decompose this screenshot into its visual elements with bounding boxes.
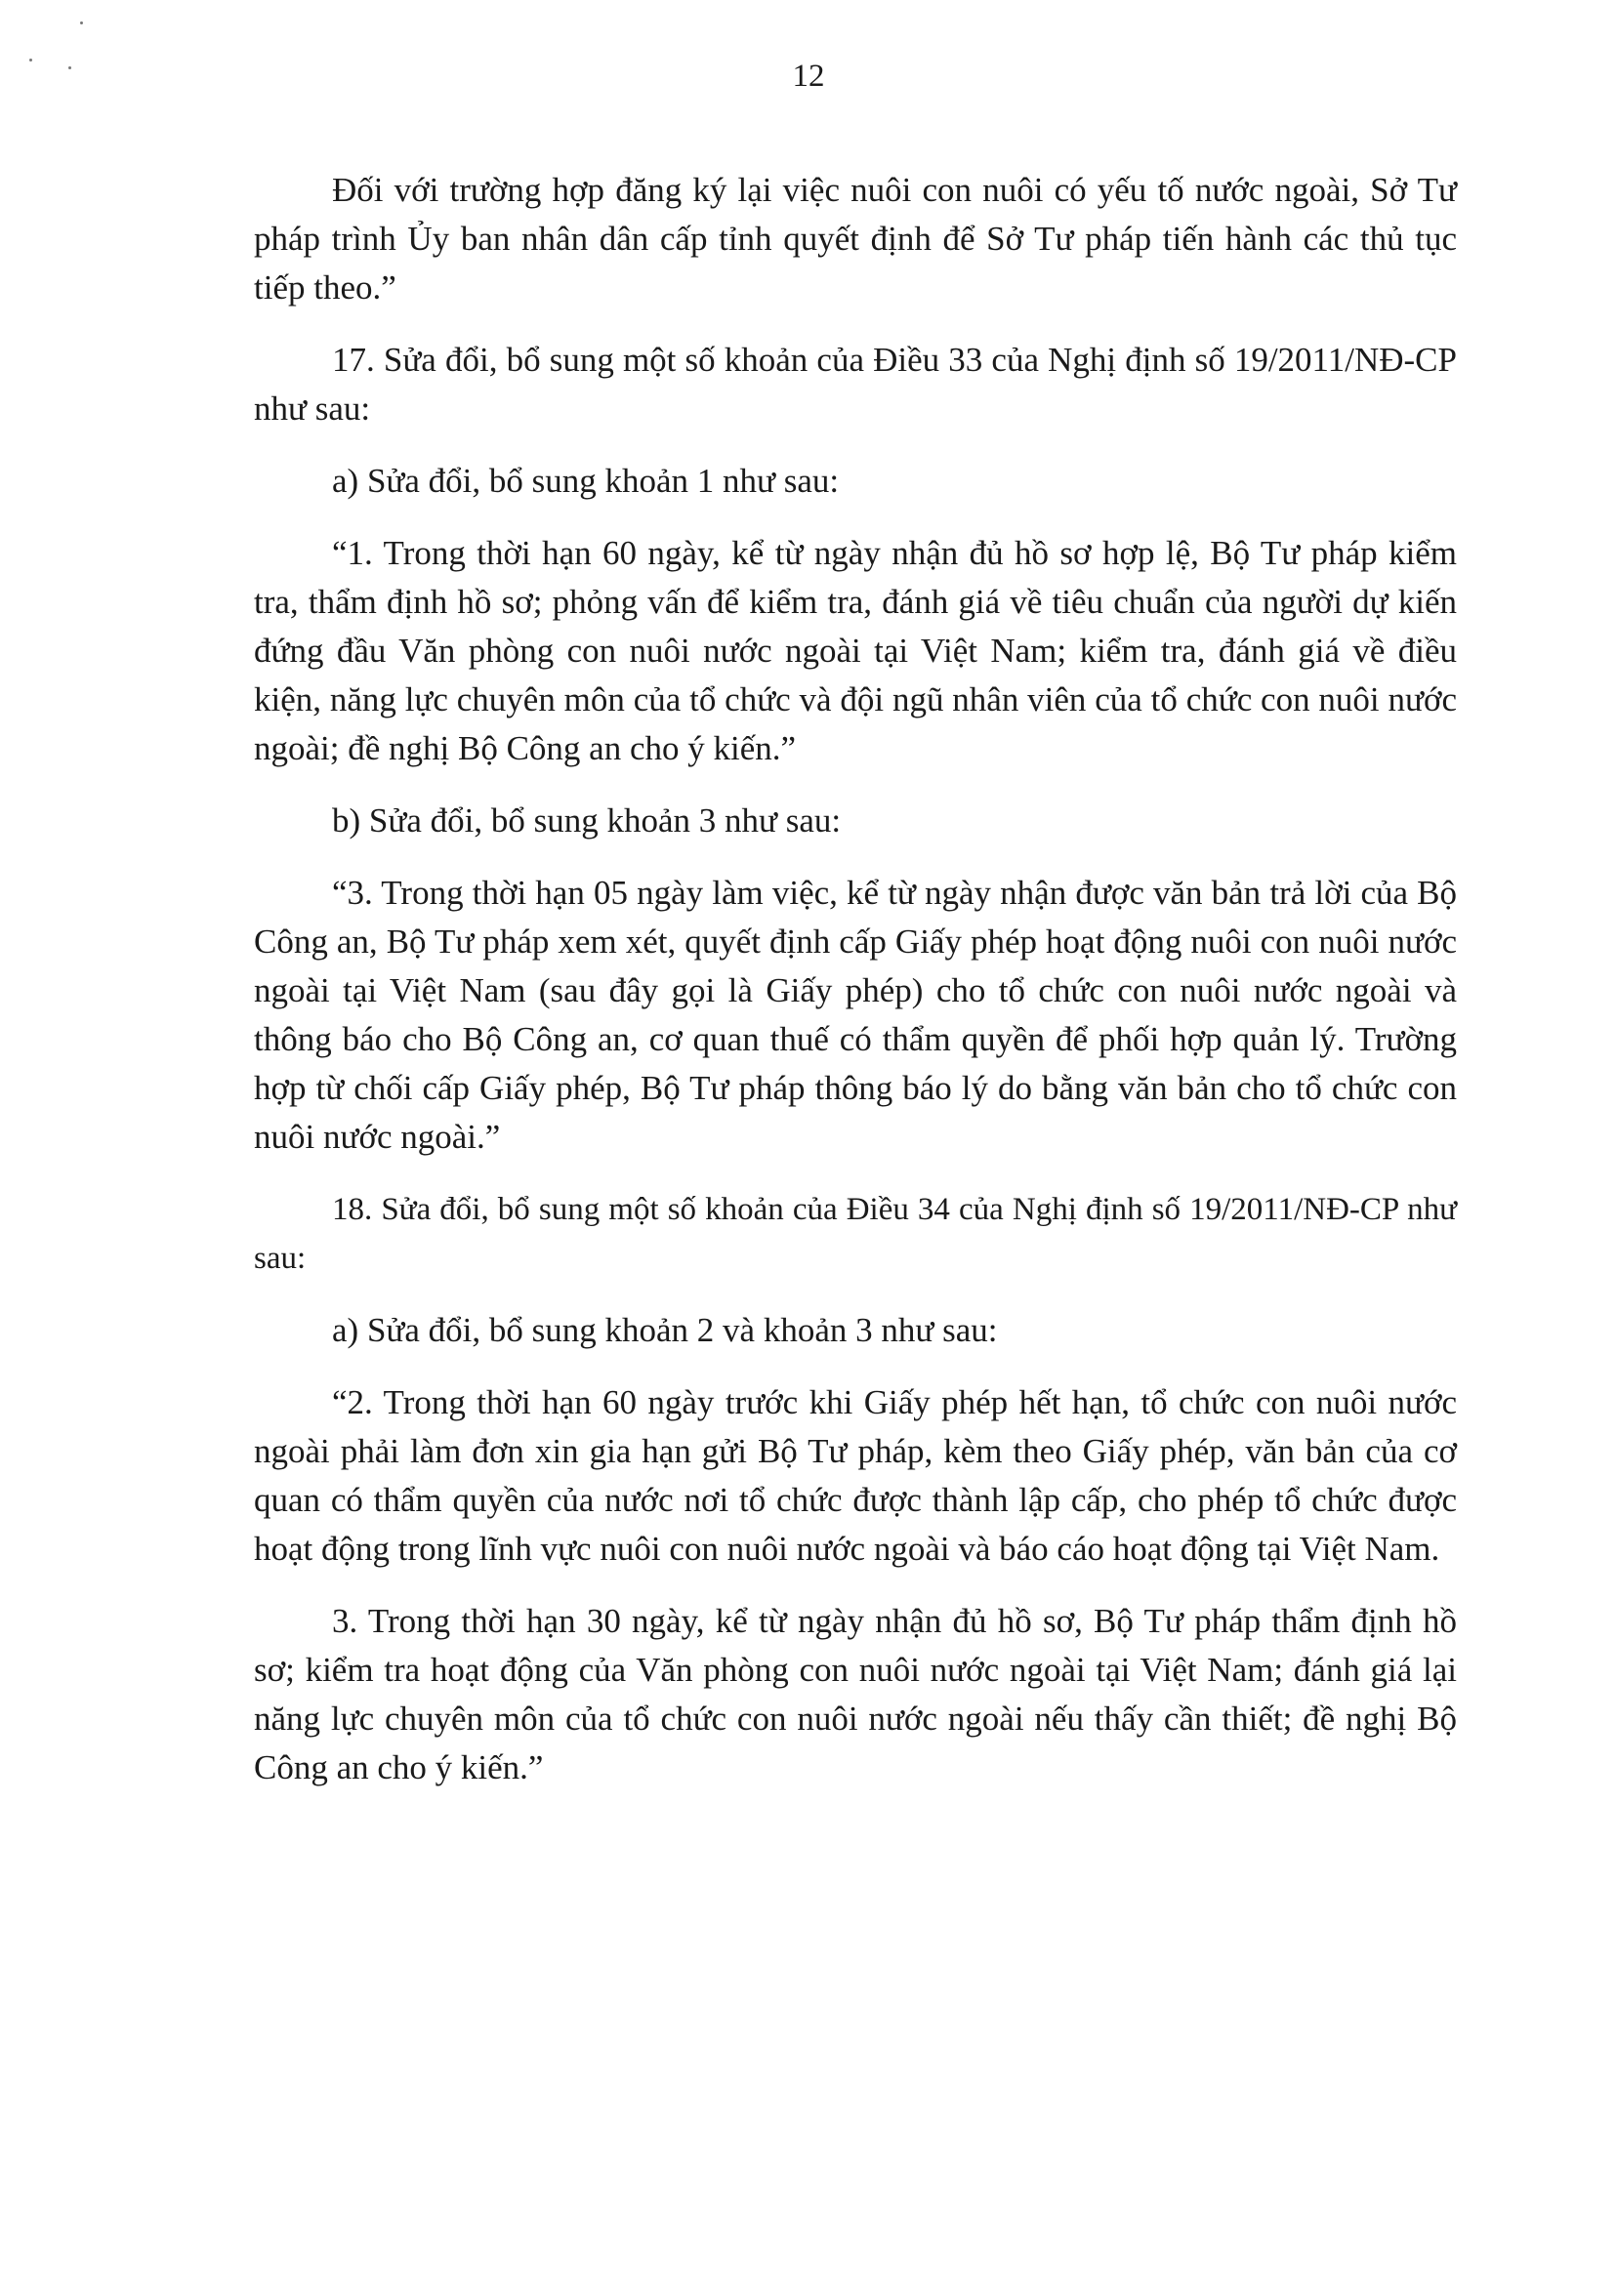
scan-speck — [80, 21, 83, 24]
paragraph-amend-clause-1: a) Sửa đổi, bổ sung khoản 1 như sau: — [332, 462, 840, 500]
paragraph-amend-clauses-2-3: a) Sửa đổi, bổ sung khoản 2 và khoản 3 như sau: — [332, 1311, 998, 1349]
paragraph-amend-clause-3: b) Sửa đổi, bổ sung khoản 3 như sau: — [332, 801, 842, 840]
paragraph-registration-foreign-adoption: Đối với trường hợp đăng ký lại việc nuôi con nuôi có yếu tố nước ngoài, Sở Tư pháp trình Ủy ban nhân dân cấp tỉnh quyết định để Sở Tư pháp tiến hành các thủ tục tiếp theo.” — [254, 171, 1457, 307]
paragraph-item-18: 18. Sửa đổi, bổ sung một số khoản của Điều 34 của Nghị định số 19/2011/NĐ-CP như sau: — [254, 1192, 1457, 1276]
document-body — [254, 166, 1457, 1792]
paragraph-clause-3-text: “3. Trong thời hạn 05 ngày làm việc, kể từ ngày nhận được văn bản trả lời của Bộ Công an, Bộ Tư pháp xem xét, quyết định cấp Giấy phép hoạt động nuôi con nuôi nước ngoài tại Việt Nam (sau đây gọi là Giấy phép) cho tổ chức con nuôi nước ngoài và thông báo cho Bộ Công an, cơ quan thuế có thẩm quyền để phối hợp quản lý. Trường hợp từ chối cấp Giấy phép, Bộ Tư pháp thông báo lý do bằng văn bản cho tổ chức con nuôi nước ngoài.” — [254, 874, 1457, 1156]
page-number: 12 — [792, 59, 825, 94]
paragraph-clause-3-renewal-text: 3. Trong thời hạn 30 ngày, kể từ ngày nhận đủ hồ sơ, Bộ Tư pháp thẩm định hồ sơ; kiểm tra hoạt động của Văn phòng con nuôi nước ngoài tại Việt Nam; đánh giá lại năng lực chuyên môn của tổ chức con nuôi nước ngoài nếu thấy cần thiết; đề nghị Bộ Công an cho ý kiến.” — [254, 1602, 1457, 1786]
paragraph-clause-2-text: “2. Trong thời hạn 60 ngày trước khi Giấy phép hết hạn, tổ chức con nuôi nước ngoài phải làm đơn xin gia hạn gửi Bộ Tư pháp, kèm theo Giấy phép, văn bản của cơ quan có thẩm quyền của nước nơi tổ chức được thành lập cấp, cho phép tổ chức được hoạt động trong lĩnh vực nuôi con nuôi nước ngoài và báo cáo hoạt động tại Việt Nam. — [254, 1383, 1457, 1568]
paragraph-clause-1-text: “1. Trong thời hạn 60 ngày, kể từ ngày nhận đủ hồ sơ hợp lệ, Bộ Tư pháp kiểm tra, thẩm định hồ sơ; phỏng vấn để kiểm tra, đánh giá về tiêu chuẩn của người dự kiến đứng đầu Văn phòng con nuôi nước ngoài tại Việt Nam; kiểm tra, đánh giá về điều kiện, năng lực chuyên môn của tổ chức và đội ngũ nhân viên của tổ chức con nuôi nước ngoài; đề nghị Bộ Công an cho ý kiến.” — [254, 534, 1457, 767]
paragraph-item-17: 17. Sửa đổi, bổ sung một số khoản của Điều 33 của Nghị định số 19/2011/NĐ-CP như sau: — [254, 341, 1457, 428]
